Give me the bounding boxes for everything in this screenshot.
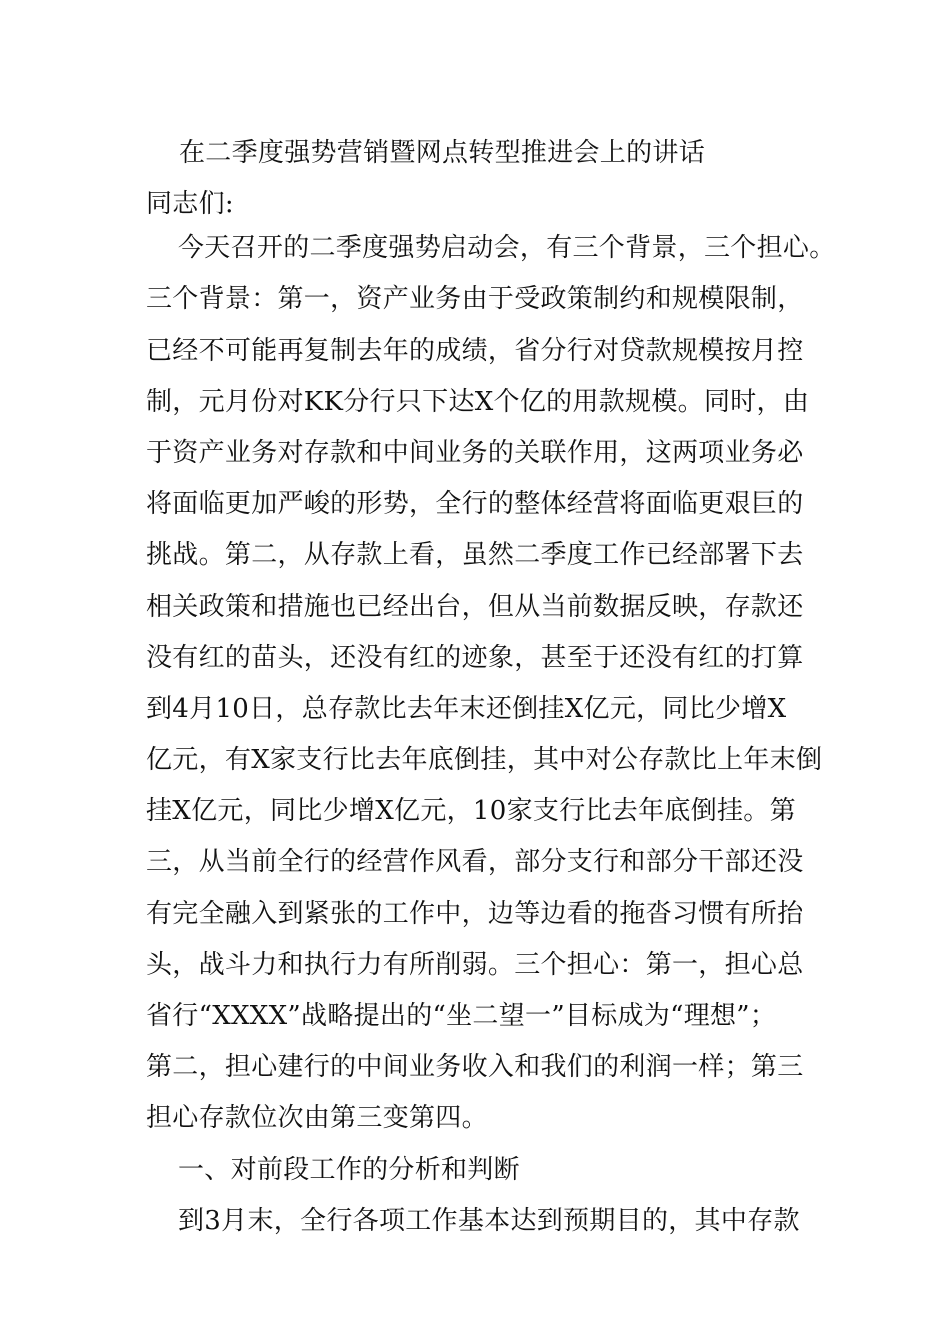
paragraph-line: 头，战斗力和执行力有所削弱。三个担心：第一，担心总 [146, 949, 804, 980]
paragraph-background [146, 226, 836, 1147]
paragraph-line: 省行“XXXX”战略提出的“坐二望一”目标成为“理想”； [146, 1001, 777, 1031]
salutation: 同志们: [146, 189, 234, 220]
paragraph-line: 将面临更加严峻的形势，全行的整体经营将面临更艰巨的 [146, 489, 804, 520]
paragraph-line: 到4月10日，总存款比去年末还倒挂X亿元，同比少增X [146, 693, 787, 724]
paragraph-line: 相关政策和措施也已经出台，但从当前数据反映，存款还 [146, 591, 804, 622]
paragraph-line: 第二，担心建行的中间业务收入和我们的利润一样；第三 [146, 1052, 804, 1083]
paragraph-line: 担心存款位次由第三变第四。 [146, 1103, 488, 1134]
paragraph-line: 有完全融入到紧张的工作中，边等边看的拖沓习惯有所抬 [146, 898, 804, 929]
document-title: 在二季度强势营销暨网点转型推进会上的讲话 [179, 138, 706, 168]
paragraph-line: 挑战。第二，从存款上看，虽然二季度工作已经部署下去 [146, 540, 804, 571]
paragraph-line: 没有红的苗头，还没有红的迹象，甚至于还没有红的打算 [146, 642, 804, 673]
paragraph-analysis [146, 1199, 826, 1250]
paragraph-line: 到3月末，全行各项工作基本达到预期目的，其中存款 [178, 1205, 800, 1236]
paragraph-line: 亿元，有X家支行比去年底倒挂，其中对公存款比上年末倒 [146, 745, 823, 776]
paragraph-line: 于资产业务对存款和中间业务的关联作用，这两项业务必 [146, 437, 804, 468]
paragraph-line: 挂X亿元，同比少增X亿元，10家支行比去年底倒挂。第 [146, 796, 796, 827]
section-heading: 一、对前段工作的分析和判断 [178, 1154, 520, 1185]
document-body [146, 131, 836, 1250]
paragraph-line: 已经不可能再复制去年的成绩，省分行对贷款规模按月控 [146, 335, 804, 366]
paragraph-line: 今天召开的二季度强势启动会，有三个背景，三个担心。 [178, 233, 836, 264]
paragraph-line: 三个背景：第一，资产业务由于受政策制约和规模限制， [146, 284, 804, 315]
paragraph-line: 三，从当前全行的经营作风看，部分支行和部分干部还没 [146, 847, 804, 878]
paragraph-line: 制，元月份对KK分行只下达X个亿的用款规模。同时，由 [146, 386, 810, 417]
